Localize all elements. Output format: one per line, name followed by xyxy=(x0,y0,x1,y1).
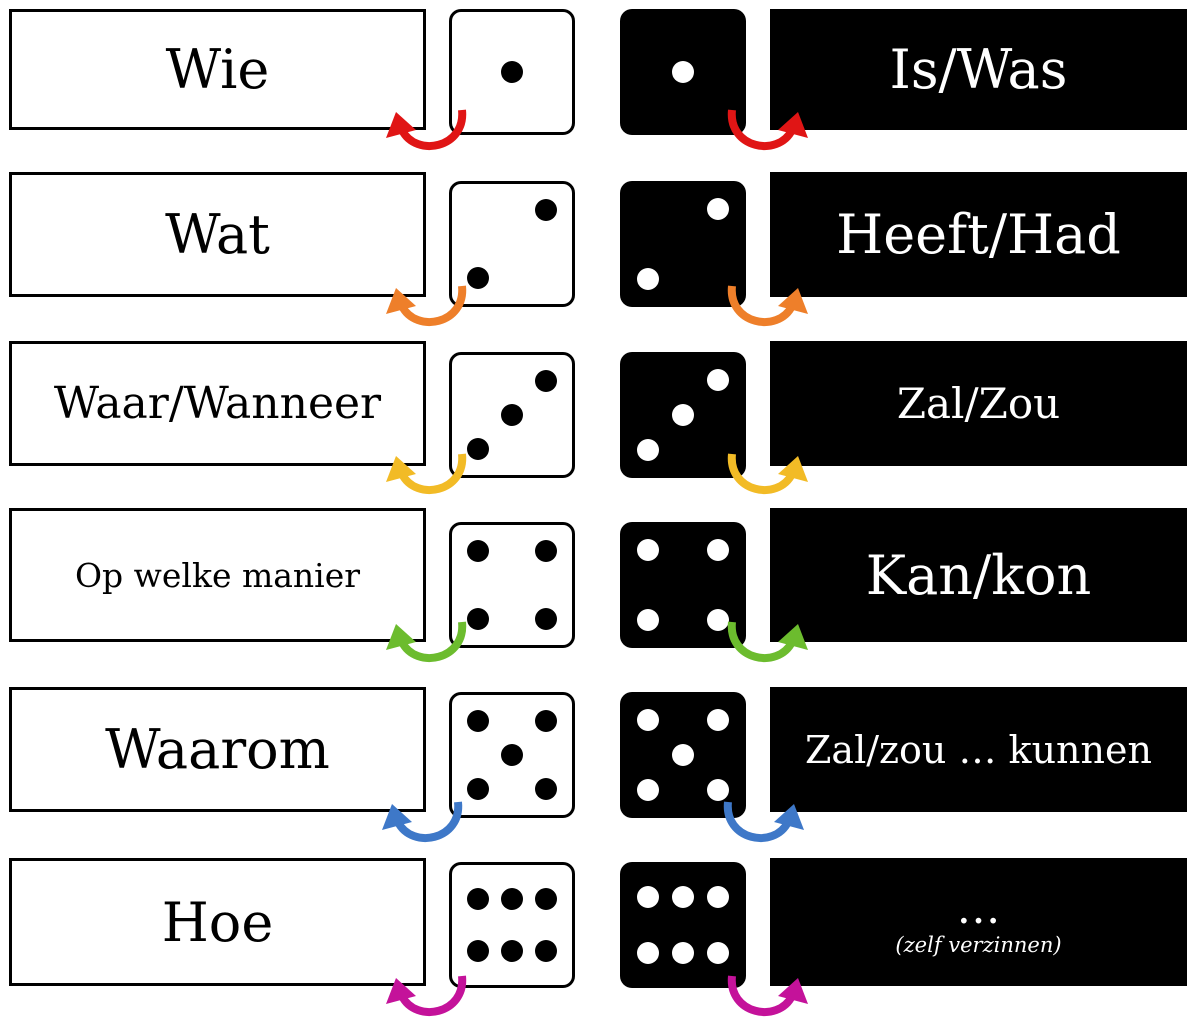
curved-arrow-left-5 xyxy=(372,800,468,850)
die-pip xyxy=(672,942,694,964)
die-pip xyxy=(501,744,523,766)
die-pip xyxy=(501,940,523,962)
die-pip xyxy=(637,268,659,290)
verb-card-2 xyxy=(770,172,1187,297)
verb-card-5 xyxy=(770,687,1187,812)
curved-arrow-right-6 xyxy=(722,974,818,1020)
die-pip xyxy=(637,886,659,908)
die-black-6 xyxy=(620,862,746,988)
die-pip xyxy=(672,886,694,908)
question-label: Hoe xyxy=(161,890,274,954)
curved-arrow-left-3 xyxy=(376,452,472,502)
die-pip xyxy=(707,942,729,964)
verb-card-6 xyxy=(770,858,1187,986)
curved-arrow-right-2 xyxy=(722,284,818,334)
die-pip xyxy=(672,744,694,766)
die-pip xyxy=(467,540,489,562)
question-label: Waarom xyxy=(105,718,330,781)
curved-arrow-right-5 xyxy=(718,800,814,850)
verb-label: Heeft/Had xyxy=(836,203,1121,266)
curved-arrow-left-6 xyxy=(376,974,472,1020)
verb-label: … xyxy=(956,883,1001,934)
die-pip xyxy=(535,199,557,221)
die-pip xyxy=(535,888,557,910)
verb-card-1 xyxy=(770,9,1187,130)
question-label: Wie xyxy=(165,38,270,101)
curved-arrow-left-1 xyxy=(376,108,472,158)
die-pip xyxy=(535,608,557,630)
die-pip xyxy=(707,369,729,391)
die-pip xyxy=(535,370,557,392)
die-pip xyxy=(467,710,489,732)
curved-arrow-right-4 xyxy=(722,620,818,670)
die-pip xyxy=(637,439,659,461)
die-pip xyxy=(535,540,557,562)
verb-label: Kan/kon xyxy=(865,543,1092,607)
die-pip xyxy=(707,539,729,561)
verb-label: Is/Was xyxy=(889,38,1068,101)
die-pip xyxy=(707,779,729,801)
die-pip xyxy=(501,61,523,83)
die-pip xyxy=(467,888,489,910)
die-pip xyxy=(637,609,659,631)
die-pip xyxy=(707,886,729,908)
question-card-1 xyxy=(9,9,426,130)
die-pip xyxy=(467,940,489,962)
question-label: Wat xyxy=(165,203,270,266)
verb-label: Zal/zou … kunnen xyxy=(805,727,1152,772)
question-card-3 xyxy=(9,341,426,466)
die-pip xyxy=(637,779,659,801)
curved-arrow-right-1 xyxy=(722,108,818,158)
verb-note: (zelf verzinnen) xyxy=(895,933,1062,957)
verb-label: Zal/Zou xyxy=(896,379,1061,428)
question-card-4 xyxy=(9,508,426,642)
die-pip xyxy=(535,940,557,962)
die-pip xyxy=(672,404,694,426)
die-pip xyxy=(501,404,523,426)
verb-card-3 xyxy=(770,341,1187,466)
die-white-6 xyxy=(449,862,575,988)
die-pip xyxy=(535,710,557,732)
die-pip xyxy=(535,778,557,800)
die-pip xyxy=(637,709,659,731)
curved-arrow-right-3 xyxy=(722,452,818,502)
curved-arrow-left-4 xyxy=(376,620,472,670)
die-pip xyxy=(637,942,659,964)
question-card-2 xyxy=(9,172,426,297)
question-card-6 xyxy=(9,858,426,986)
question-label: Waar/Wanneer xyxy=(53,378,382,429)
die-pip xyxy=(501,888,523,910)
question-label: Op welke manier xyxy=(74,555,361,595)
die-pip xyxy=(707,709,729,731)
die-pip xyxy=(637,539,659,561)
die-pip xyxy=(467,778,489,800)
question-card-5 xyxy=(9,687,426,812)
die-pip xyxy=(707,198,729,220)
curved-arrow-left-2 xyxy=(376,284,472,334)
verb-card-4 xyxy=(770,508,1187,642)
die-pip xyxy=(672,61,694,83)
